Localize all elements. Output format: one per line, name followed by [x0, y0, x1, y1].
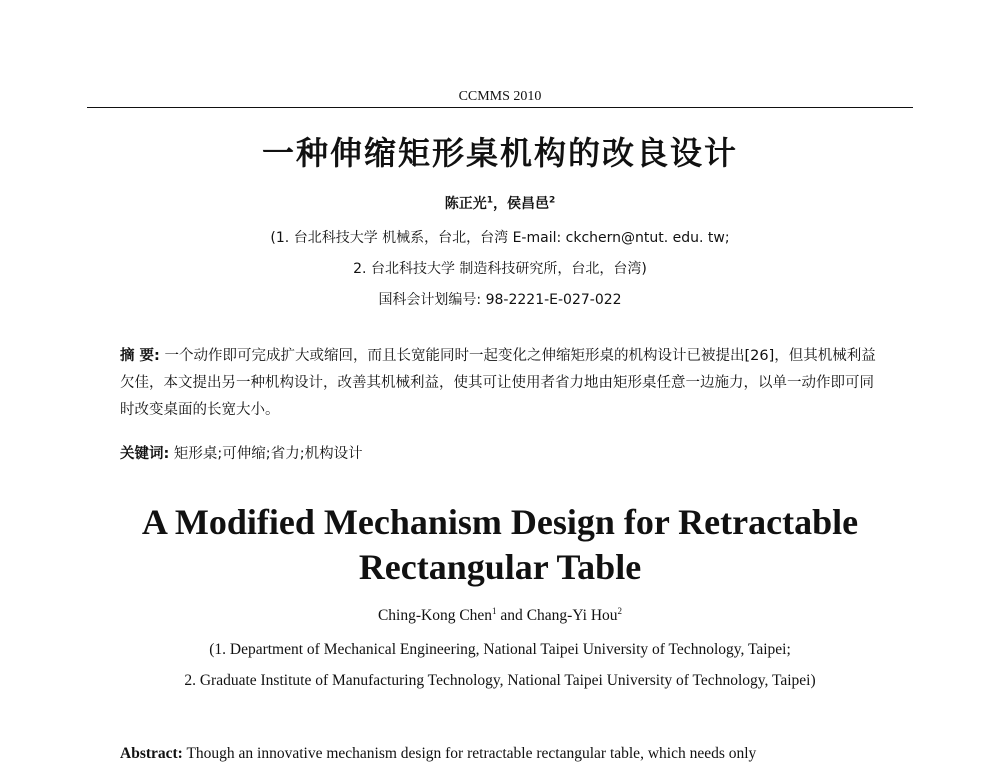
chinese-affiliation-2: 2. 台北科技大学 制造科技研究所，台北，台湾): [353, 261, 647, 277]
english-abstract-label: Abstract:: [120, 745, 183, 762]
chinese-keywords: [120, 442, 886, 463]
chinese-author-separator: ，: [493, 196, 507, 212]
english-abstract: [120, 745, 886, 763]
english-author-1-sup: 1: [492, 605, 497, 616]
chinese-funding: 国科会计划编号: 98-2221-E-027-022: [378, 292, 622, 308]
english-affiliation-1: (1. Department of Mechanical Engineering, National Taipei University of Technology, Taipei;: [209, 641, 791, 658]
running-header: CCMMS 2010: [458, 89, 542, 104]
english-title-line-1: A Modified Mechanism Design for Retractable: [141, 502, 859, 542]
english-title-line-2: Rectangular Table: [358, 547, 642, 587]
english-abstract-text: Though an innovative mechanism design for retractable rectangular table, which needs only: [182, 745, 757, 762]
english-affiliation-2: 2. Graduate Institute of Manufacturing Technology, National Taipei University of Technology, Taipei): [184, 672, 816, 689]
chinese-author-1: 陈正光: [444, 196, 487, 212]
chinese-author-1-sup: 1: [486, 195, 493, 206]
english-author-and: and: [496, 607, 527, 624]
english-authors: [0, 607, 1000, 625]
chinese-author-2-sup: 2: [549, 195, 556, 206]
english-title: [0, 500, 1000, 590]
chinese-keywords-label: 关键词:: [120, 446, 170, 462]
chinese-abstract-text: 一个动作即可完成扩大或缩回，而且长宽能同时一起变化之伸缩矩形桌的机构设计已被提出[26]，但其机械利益欠佳，本文提出另一种机构设计，改善其机械利益，使其可让使用者省力地由矩形桌任意一边施力，以单一动作即可同时改变桌面的长宽大小。: [120, 348, 876, 418]
chinese-abstract: [120, 343, 886, 424]
english-author-2-sup: 2: [617, 605, 623, 616]
header-rule: [87, 107, 913, 108]
chinese-abstract-label: 摘 要:: [120, 348, 160, 364]
chinese-authors: [0, 193, 1000, 213]
chinese-keywords-text: 矩形桌;可伸缩;省力;机构设计: [173, 446, 363, 462]
chinese-author-2: 侯昌邑: [507, 196, 549, 212]
english-author-2: Chang-Yi Hou: [526, 607, 618, 624]
chinese-affiliation-1: (1. 台北科技大学 机械系，台北，台湾 E-mail: ckchern@ntut. edu. tw;: [270, 230, 730, 246]
chinese-title: 一种伸缩矩形桌机构的改良设计: [261, 134, 738, 172]
english-author-1: Ching-Kong Chen: [377, 607, 493, 624]
